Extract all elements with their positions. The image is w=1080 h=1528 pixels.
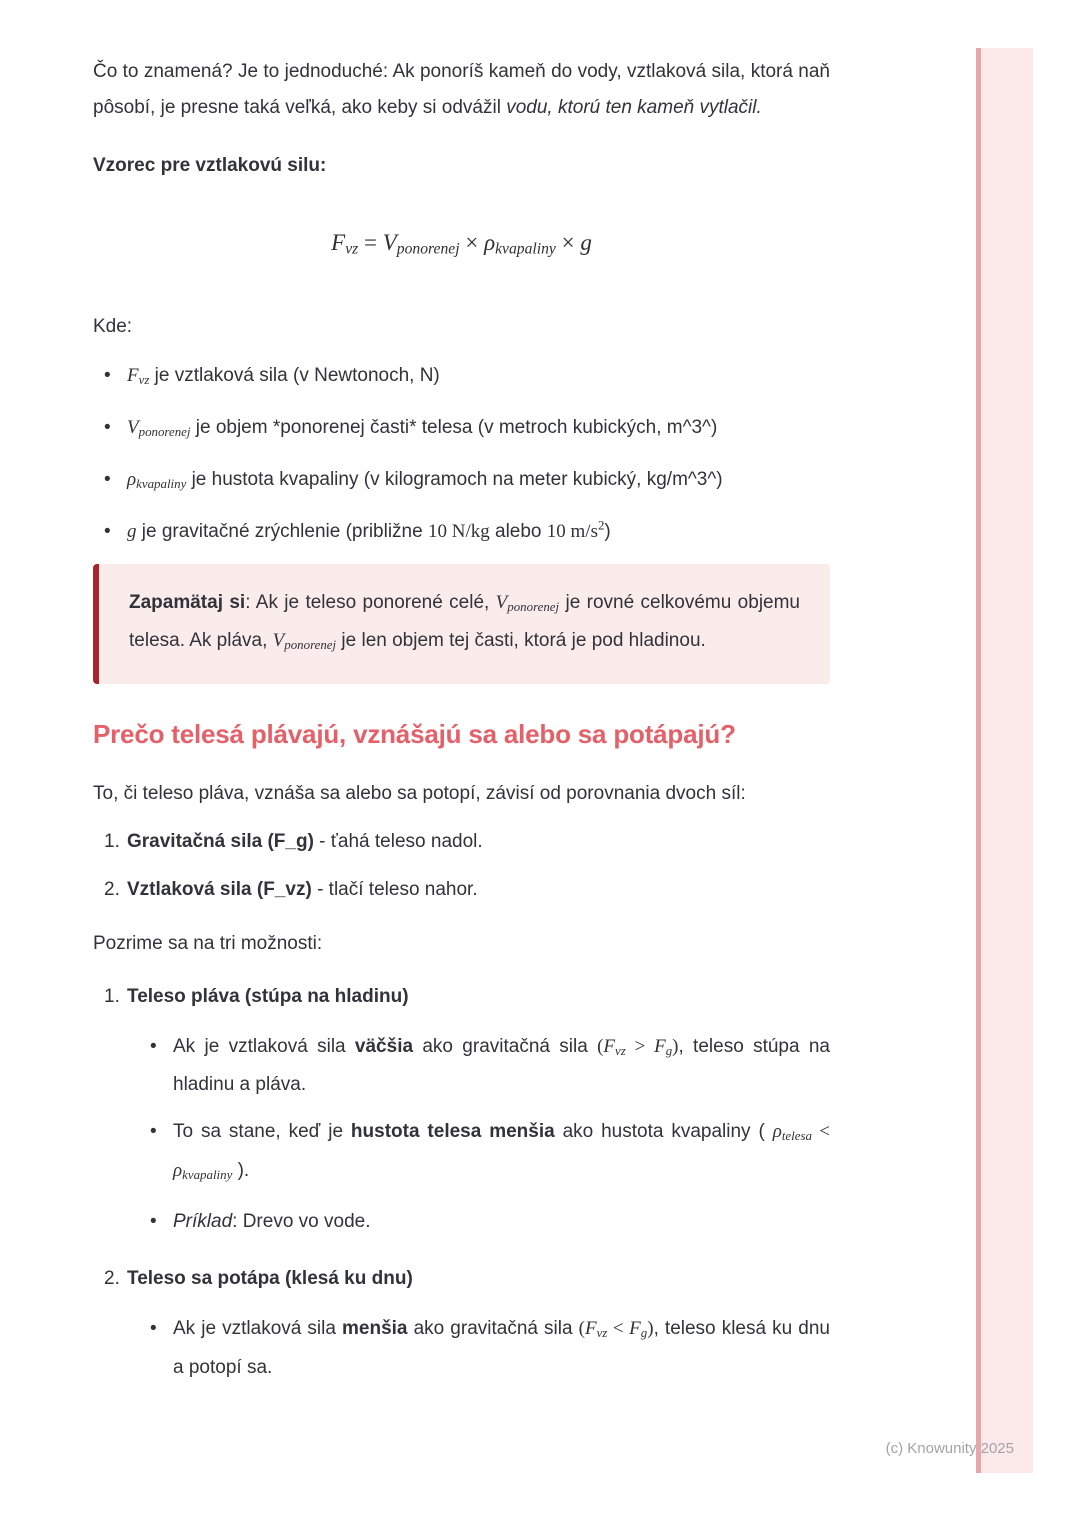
text-run: ako hustota kvapaliny (: [554, 1121, 773, 1143]
text-run: Čo to znamená? Je to jednoduché: Ak ponoríš kameň do vody, vztlaková sila, ktorá naň pôsobí, je presne taká veľká, ako keby si odvážil: [93, 61, 830, 118]
text-run: Príklad: [173, 1211, 233, 1233]
text-run: : Drevo vo vode.: [232, 1211, 371, 1233]
text-run: väčšia: [354, 1035, 414, 1057]
variable-definitions-list: [93, 358, 830, 549]
case-2-bullet-list: [93, 1311, 830, 1385]
text-run: g: [665, 1042, 673, 1058]
buoyancy-formula: [93, 224, 830, 267]
text-run: ρ: [484, 230, 496, 255]
list-item-text: [127, 358, 830, 398]
text-run: F: [629, 1318, 641, 1340]
text-run: menšia: [342, 1318, 408, 1340]
text-run: vz: [345, 240, 359, 258]
list-item: [93, 462, 830, 502]
number-marker: 2.: [104, 878, 120, 900]
text-run: V: [272, 629, 285, 651]
text-run: vodu, ktorú ten kameň vytlačil.: [506, 97, 762, 118]
text-run: alebo: [489, 520, 547, 542]
text-run: V: [127, 417, 139, 439]
text-run: F: [603, 1035, 616, 1057]
text-run: g: [580, 230, 592, 255]
text-run: ): [672, 1035, 679, 1057]
text-run: je gravitačné zrýchlenie (približne: [136, 520, 428, 542]
text-run: je vztlaková sila (v Newtonoch, N): [149, 365, 440, 387]
list-item-text: [173, 1311, 830, 1385]
page-edge-stripe: [976, 48, 1033, 1473]
text-run: F: [584, 1318, 597, 1340]
bullet-marker: •: [150, 1035, 157, 1057]
case-1-bullet-list: [93, 1029, 830, 1239]
callout-text: [129, 586, 800, 662]
text-run: Ak je vztlaková sila: [173, 1318, 343, 1340]
case-title-text: [127, 1261, 830, 1297]
text-run: ×: [555, 230, 581, 255]
text-run: je objem *ponorenej časti* telesa (v metroch kubických, m^3^): [190, 417, 718, 439]
text-run: To sa stane, keď je: [173, 1121, 351, 1143]
text-run: <: [811, 1121, 831, 1143]
case-1-title: [93, 979, 830, 1015]
text-run: ponorenej: [138, 424, 191, 440]
text-run: je hustota kvapaliny (v kilogramoch na meter kubický, kg/m^3^): [186, 469, 723, 491]
case-2-title: [93, 1261, 830, 1297]
list-item: [93, 872, 830, 908]
text-run: ρ: [772, 1121, 782, 1143]
text-run: ρ: [173, 1160, 183, 1182]
text-run: ×: [459, 230, 485, 255]
text-run: - ťahá teleso nadol.: [313, 830, 483, 852]
text-run: Teleso pláva (stúpa na hladinu): [127, 985, 409, 1007]
bullet-marker: •: [104, 520, 111, 542]
list-item: [93, 514, 830, 550]
text-run: F: [331, 230, 346, 255]
text-run: (: [597, 1035, 604, 1057]
list-item: [93, 1029, 830, 1103]
intro-paragraph: [93, 54, 830, 126]
text-run: kvapaliny: [495, 240, 556, 258]
text-run: Zapamätaj si: [129, 591, 246, 613]
list-item: [93, 358, 830, 398]
bullet-marker: •: [104, 417, 111, 439]
list-item-text: [127, 514, 830, 550]
number-marker: 2.: [104, 1268, 120, 1290]
text-run: >: [625, 1035, 655, 1057]
text-run: ): [604, 520, 611, 542]
forces-intro-paragraph: To, či teleso pláva, vznáša sa alebo sa potopí, závisí od porovnania dvoch síl:: [93, 782, 746, 804]
text-run: ako gravitačná sila: [407, 1318, 579, 1340]
list-item: [93, 410, 830, 450]
bullet-marker: •: [150, 1318, 157, 1340]
list-item: [93, 1311, 830, 1385]
text-run: F: [127, 365, 139, 387]
text-run: 2: [597, 517, 605, 533]
text-run: ponorenej: [396, 240, 460, 258]
text-run: telesa: [781, 1128, 812, 1144]
possibilities-intro-paragraph: Pozrime sa na tri možnosti:: [93, 932, 323, 954]
text-run: 10 m/s: [546, 520, 598, 542]
text-run: ponorenej: [284, 636, 337, 652]
text-run: kvapaliny: [182, 1167, 233, 1183]
list-item-text: [127, 872, 830, 908]
forces-list: [93, 824, 830, 908]
text-run: <: [607, 1318, 630, 1340]
text-run: g: [127, 520, 137, 542]
bullet-marker: •: [104, 365, 111, 387]
case-title-text: [127, 979, 830, 1015]
text-run: hustota telesa menšia: [350, 1121, 555, 1143]
bullet-marker: •: [150, 1121, 157, 1143]
text-run: F: [654, 1035, 666, 1057]
text-run: =: [358, 230, 383, 255]
number-marker: 1.: [104, 830, 120, 852]
bullet-marker: •: [150, 1211, 157, 1233]
copyright-footer: (c) Knowunity 2025: [885, 1440, 1014, 1457]
text-run: je len objem tej časti, ktorá je pod hladinou.: [336, 629, 706, 651]
list-item-text: [173, 1204, 830, 1239]
list-item: [93, 1114, 830, 1192]
list-item-text: [173, 1114, 830, 1192]
text-run: ).: [232, 1160, 250, 1182]
list-item-text: [173, 1029, 830, 1103]
text-run: vz: [615, 1042, 626, 1058]
text-run: Teleso sa potápa (klesá ku dnu): [127, 1268, 413, 1290]
text-run: g: [640, 1324, 648, 1340]
callout-note: [93, 564, 830, 684]
text-run: V: [495, 591, 508, 613]
text-run: ρ: [127, 469, 137, 491]
formula-heading: Vzorec pre vztlakovú silu:: [93, 155, 327, 176]
text-run: V: [382, 230, 397, 255]
text-run: (: [578, 1318, 585, 1340]
text-run: vz: [138, 372, 150, 388]
text-run: je rovné celkovému objemu telesa. Ak pláva,: [129, 591, 800, 651]
text-run: ): [647, 1318, 654, 1340]
number-marker: 1.: [104, 985, 120, 1007]
text-run: vz: [596, 1324, 608, 1340]
text-run: kvapaliny: [136, 475, 187, 491]
text-run: 10 N/kg: [427, 520, 490, 542]
text-run: , teleso stúpa na hladinu a pláva.: [173, 1035, 830, 1096]
document-content: [93, 54, 830, 1385]
text-run: ponorenej: [507, 598, 560, 614]
text-run: Ak je vztlaková sila: [173, 1035, 355, 1057]
section-heading: Prečo telesá plávajú, vznášajú sa alebo sa potápajú?: [93, 718, 736, 749]
list-item-text: [127, 462, 830, 502]
text-run: - tlačí teleso nahor.: [311, 878, 478, 900]
kde-label: Kde:: [93, 316, 133, 338]
list-item-text: [127, 824, 830, 860]
list-item: [93, 824, 830, 860]
bullet-marker: •: [104, 469, 111, 491]
list-item-text: [127, 410, 830, 450]
text-run: , teleso klesá ku dnu a potopí sa.: [173, 1318, 830, 1378]
text-run: : Ak je teleso ponorené celé,: [245, 591, 496, 613]
text-run: Gravitačná sila (F_g): [127, 830, 314, 852]
text-run: Vztlaková sila (F_vz): [127, 878, 312, 900]
text-run: ako gravitačná sila: [413, 1035, 598, 1057]
list-item: [93, 1204, 830, 1239]
